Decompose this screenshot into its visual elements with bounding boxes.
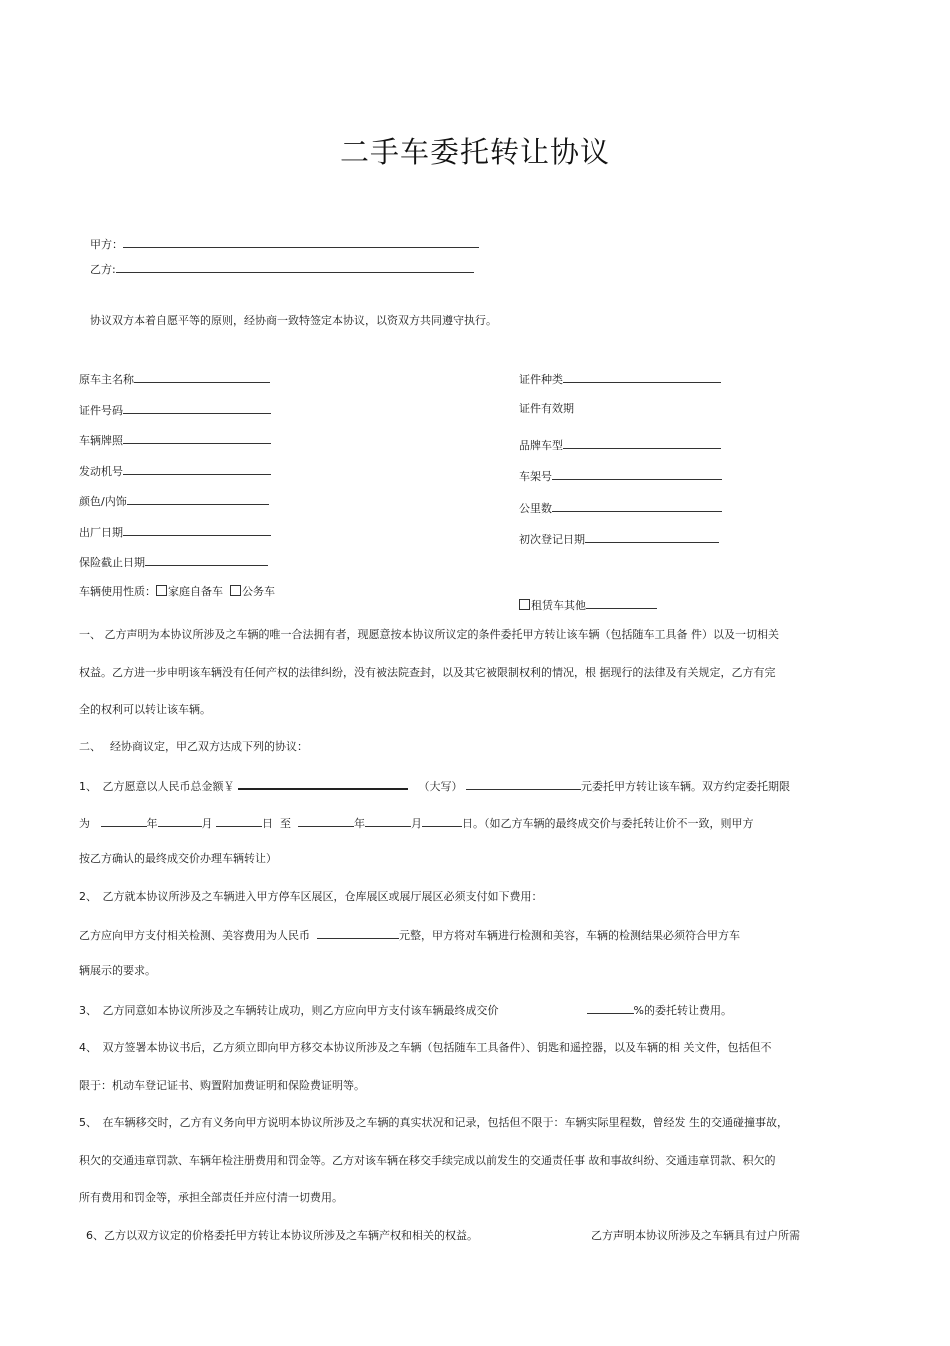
amount-blank[interactable] (238, 777, 408, 790)
intro-text: 协议双方本着自愿平等的原则，经协商一致特签定本协议，以资双方共同遵守执行。 (90, 314, 497, 327)
party-b-blank[interactable] (116, 261, 474, 273)
item-6-line-1-left: 6、乙方以双方议定的价格委托甲方转让本协议所涉及之车辆产权和相关的权益。 (86, 1229, 478, 1242)
end-year-blank[interactable] (298, 815, 354, 827)
field-first-registration: 初次登记日期 (519, 531, 719, 547)
item-4-line-2: 限于：机动车登记证书、购置附加费证明和保险费证明等。 (79, 1079, 365, 1092)
commission-percent-blank[interactable] (587, 1002, 634, 1014)
item-2-line-1: 2、 乙方就本协议所涉及之车辆进入甲方停车区展区，仓库展区或展厅展区必须支付如下费用： (79, 890, 543, 903)
clause-2-heading: 二、 经协商议定，甲乙双方达成下列的协议： (79, 740, 308, 753)
usage-option-family: 家庭自备车 (168, 585, 223, 598)
usage-label: 车辆使用性质： (79, 585, 156, 598)
blank[interactable] (552, 500, 722, 512)
clause-1-line-2: 权益。乙方进一步申明该车辆没有任何产权的法律纠纷，没有被法院查封，以及其它被限制权利的情况，根 据现行的法律及有关规定，乙方有完 (79, 666, 776, 679)
item-1-line-2: 为 年 月 日 至 年 月 日。（如乙方车辆的最终成交价与委托转让价不一致，则甲方 (79, 817, 754, 830)
item-1-line-3: 按乙方确认的最终成交价办理车辆转让） (79, 852, 277, 865)
blank[interactable] (586, 597, 657, 609)
blank[interactable] (123, 402, 271, 414)
party-b-label: 乙方: (90, 263, 116, 276)
item-5-line-2: 积欠的交通违章罚款、车辆年检注册费用和罚金等。乙方对该车辆在移交手续完成以前发生的交通责任事 故和事故纠纷、交通违章罚款、积欠的 (79, 1154, 776, 1167)
item-5-line-1: 5、 在车辆移交时，乙方有义务向甲方说明本协议所涉及之车辆的真实状况和记录，包括但不限于：车辆实际里程数，曾经发 生的交通碰撞事故， (79, 1116, 788, 1129)
party-a-label: 甲方： (90, 238, 123, 251)
amount-in-words-blank[interactable] (466, 778, 581, 790)
blank[interactable] (127, 493, 269, 505)
blank[interactable] (123, 524, 271, 536)
document-title: 二手车委托转让协议 (339, 135, 610, 169)
field-insurance-expiry: 保险截止日期 (79, 554, 268, 570)
blank[interactable] (563, 371, 721, 383)
blank[interactable] (123, 463, 271, 475)
inspection-fee-blank[interactable] (317, 927, 399, 939)
clause-1-line-1: 一、 乙方声明为本协议所涉及之车辆的唯一合法拥有者，现愿意按本协议所议定的条件委托甲方转让该车辆（包括随车工具备 件）以及一切相关 (79, 628, 779, 641)
field-id-validity: 证件有效期 (519, 402, 574, 415)
blank[interactable] (552, 468, 722, 480)
field-original-owner: 原车主名称 (79, 371, 270, 387)
clause-1-line-3: 全的权利可以转让该车辆。 (79, 703, 211, 716)
usage-option-rental-other: 租赁车其他 (531, 599, 586, 612)
party-b-line (90, 261, 474, 277)
item-6-line-1-right: 乙方声明本协议所涉及之车辆具有过户所需 (591, 1229, 800, 1242)
field-color-interior: 颜色/内饰 (79, 493, 269, 509)
end-day-blank[interactable] (422, 815, 462, 827)
start-year-blank[interactable] (101, 815, 147, 827)
item-1-line-1: 1、 乙方愿意以人民币总金额￥ （大写） 元委托甲方转让该车辆。双方约定委托期限 (79, 777, 790, 794)
checkbox-official-car[interactable] (230, 585, 241, 596)
item-2-line-3: 辆展示的要求。 (79, 964, 156, 977)
blank[interactable] (123, 432, 271, 444)
field-engine-number: 发动机号 (79, 463, 271, 479)
blank[interactable] (585, 531, 719, 543)
field-manufacture-date: 出厂日期 (79, 524, 271, 540)
item-3-line-1: 3、 乙方同意如本协议所涉及之车辆转让成功，则乙方应向甲方支付该车辆最终成交价 %的委托转让费用。 (79, 1004, 732, 1017)
field-brand-model: 品牌车型 (519, 437, 721, 453)
usage-row (79, 585, 275, 599)
field-id-type: 证件种类 (519, 371, 721, 387)
end-month-blank[interactable] (365, 815, 411, 827)
usage-row-right (519, 597, 657, 613)
item-4-line-1: 4、 双方签署本协议书后，乙方须立即向甲方移交本协议所涉及之车辆（包括随车工具备件）、钥匙和遥控器，以及车辆的相 关文件，包括但不 (79, 1041, 772, 1054)
field-id-number: 证件号码 (79, 402, 271, 418)
field-plate: 车辆牌照 (79, 432, 271, 448)
item-2-line-2: 乙方应向甲方支付相关检测、美容费用为人民币 元整，甲方将对车辆进行检测和美容，车辆的检测结果必须符合甲方车 (79, 929, 740, 942)
field-mileage: 公里数 (519, 500, 722, 516)
field-vin: 车架号 (519, 468, 722, 484)
blank[interactable] (563, 437, 721, 449)
item-5-line-3: 所有费用和罚金等，承担全部责任并应付清一切费用。 (79, 1191, 343, 1204)
start-month-blank[interactable] (158, 815, 202, 827)
blank[interactable] (145, 554, 268, 566)
party-a-line (90, 236, 479, 252)
start-day-blank[interactable] (216, 815, 262, 827)
checkbox-rental-other[interactable] (519, 599, 530, 610)
party-a-blank[interactable] (123, 236, 479, 248)
blank[interactable] (134, 371, 270, 383)
usage-option-official: 公务车 (242, 585, 275, 598)
checkbox-family-car[interactable] (156, 585, 167, 596)
